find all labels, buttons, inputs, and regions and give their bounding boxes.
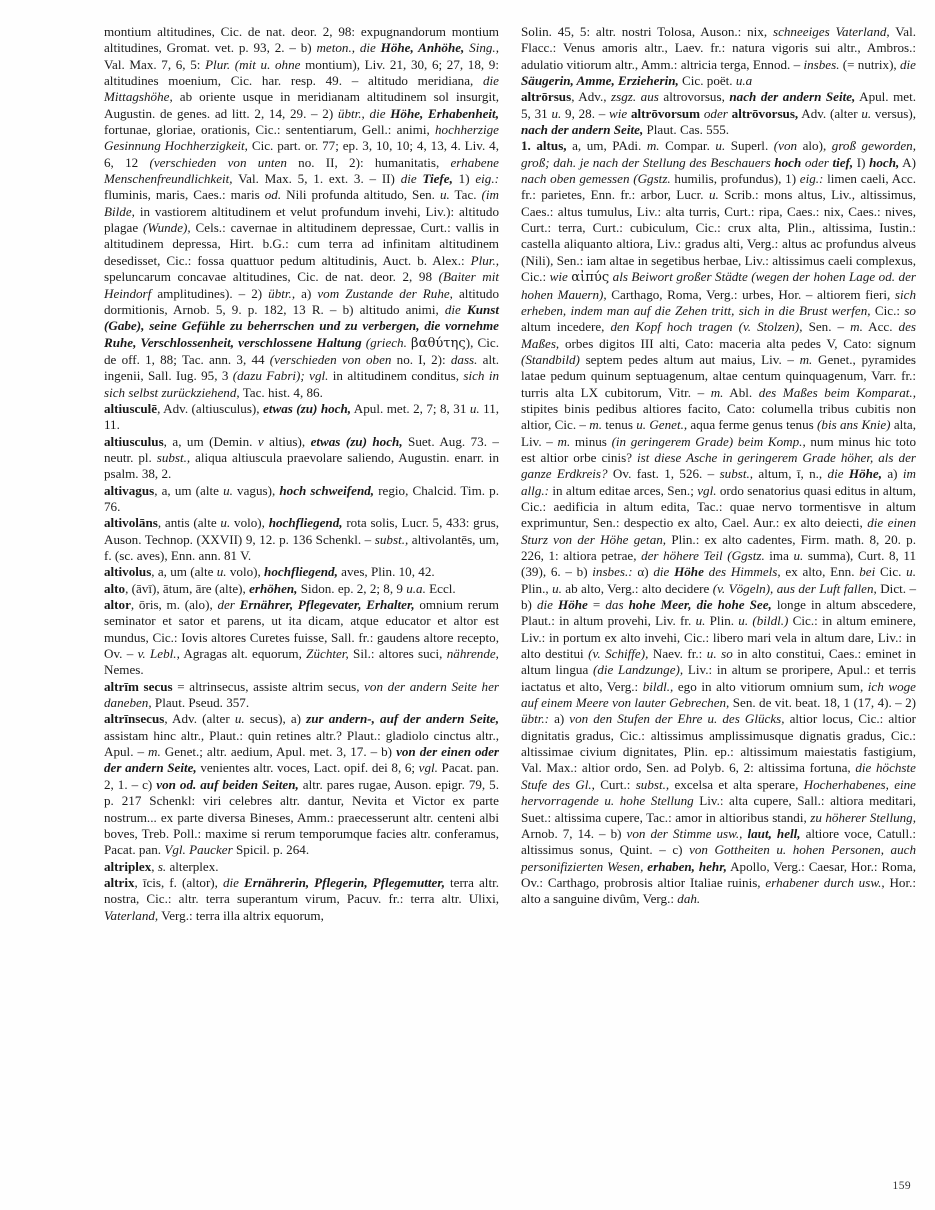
dictionary-entry: altiusculē, Adv. (altiusculus), etwas (zu) hoch, Apul. met. 2, 7; 8, 31 u. 11, 11.: [104, 400, 500, 433]
dictionary-entry: montium altitudines, Cic. de nat. deor. 2, 98: expugnandorum montium altitudines, Gromat. vet. p. 93, 2. – b) meton., die Höhe, Anhöhe, Sing., Val. Max. 7, 6, 5: Plur. (mit u. ohne montium), Liv. 21, 30, 6; 27, 18, 9: altitudines moenium, Cic. har. resp. 49. – altitudo meridiana, die Mittagshöhe, ab oriente usque in meridianam altitudinem sol insurgit, Augustin. de genes. ad litt. 2, 14, 29. – 2) übtr., die Höhe, Erhabenheit, fortunae, gloriae, orationis, Cic.: sententiarum, Gell.: animi, hochherzige Gesinnung Hochherzigkeit, Cic. part. or. 77; ep. 3, 10, 10; 4, 13, 4. Liv. 4, 6, 12 (verschieden von unten no. II, 2): humanitatis, erhabene Menschenfreundlichkeit, Val. Max. 5, 1. ext. 3. – II) die Tiefe, 1) eig.: fluminis, maris, Caes.: maris od. Nili profunda altitudo, Sen. u. Tac. (im Bilde, in vastiorem altitudinem et velut profundum invehi, Liv.): altitudo plagae (Wunde), Cels.: cavernae in altitudinem depressae, Curt.: vallis in altitudinem depressa, Hirt. b.G.: cum terra ad infinitam altitudinem desedisset, Cic.: fossa quattuor pedum altitudinis, Auct. b. Alex.: Plur., speluncarum concavae altitudines, Cic. de nat. deor. 2, 98 (Baiter mit Heindorf amplitudines). – 2) übtr., a) vom Zustande der Ruhe, altitudo dormitionis, Arnob. 5, 9. p. 182, 13 R. – b) altitudo animi, die Kunst (Gabe), seine Gefühle zu beherrschen und zu verbergen, die vornehme Ruhe, Verschlossenheit, verschlossene Haltung (griech. βαθύτης), Cic. de off. 1, 88; Tac. ann. 3, 44 (verschieden von oben no. I, 2): dass. alt. ingenii, Sall. Iug. 95, 3 (dazu Fabri); vgl. in altitudinem conditus, sich in sich selbst zurückziehend, Tac. hist. 4, 86.: [104, 24, 500, 400]
dictionary-entry: altriplex, s. alterplex.: [104, 858, 219, 874]
dictionary-entry: altrōrsus, Adv., zsgz. aus altrovorsus, nach der andern Seite, Apul. met. 5, 31 u. 9, 28. – wie altrōvorsum oder altrōvorsus, Adv. (alter u. versus), nach der andern Seite, Plaut. Cas. 555.: [521, 89, 917, 138]
left-column: [104, 24, 499, 924]
page-number: 159: [892, 1180, 911, 1192]
dictionary-entry: 1. altus, a, um, PAdi. m. Compar. u. Superl. (von alo), groß geworden, groß; dah. je nach der Stellung des Beschauers hoch oder tief, I) hoch, A) nach oben gemessen (Ggstz. humilis, profundus), 1) eig.: limen caeli, Acc. fr.: parietes, Enn. fr.: arbor, Lucr. u. Scrib.: mons altus, Liv., altissimus, Caes.: altus tumulus, Liv.: alta turris, Curt.: ripa, Caes.: nix, Caes.: nives, Curt.: terra, Curt.: cubiculum, Cic.: crux alta, Plin., altissima, Iustin.: castella aliquanto altiora, Liv.: gradus alti, Verg.: altus ac profundus alveus (Nili), Sen.: iam altae in segetibus herbae, Liv.: altissimus caeli complexus, Cic.: wie αἰπύς als Beiwort großer Städte (wegen der hohen Lage od. der hohen Mauern), Carthago, Roma, Verg.: urbes, Hor. – altiorem fieri, sich erheben, indem man auf die Zehen tritt, sich in die Brust werfen, Cic.: so altum incedere, den Kopf hoch tragen (v. Stolzen), Sen. – m. Acc. des Maßes, orbes digitos III alti, Cato: maceria alta pedes V, Cato: signum (Standbild) septem pedes altum aut maius, Liv. – m. Genet., pyramides latae pedum quinum septuagenum, altae centum quinquagenum, Varr. fr.: turris alta LX cubitorum, Vitr. – m. Abl. des Maßes beim Komparat., stipites binis pedibus altiores facito, Cato: columella tribus cubitis non altior, Cic. – m. tenus u. Genet., aqua ferme genus tenus (bis ans Knie) alta, Liv. – m. minus (in geringerem Grade) beim Komp., num minus hic toto est altior orbe cinis? ist diese Asche in geringerem Grade höher, als der ganze Erdkreis? Ov. fast. 1, 526. – subst., altum, ī, n., die Höhe, a) im allg.: in altum editae arces, Sen.; vgl. ordo senatorius quasi editus in altum, Cic.: aedificia in altum edita, Tac.: quae nervo tormentisve in altum exprimuntur, Sen.: despectio ex alto, Cael. Aur.: ex alto deiecti, die einen Sturz von der Höhe getan, Plin.: ex alto cadentes, Firm. math. 8, 20. p. 226, 1: altiora petrae, der höhere Teil (Ggstz. ima u. summa), Curt. 8, 11 (39), 6. – b) insbes.: α) die Höhe des Himmels, ex alto, Enn. bei Cic. u. Plin., u. ab alto, Verg.: alto decidere (v. Vögeln), aus der Luft fallen, Dict. – b) die Höhe = das hohe Meer, die hohe See, longe in altum abscedere, Plaut.: in altum provehi, Liv. fr. u. Plin. u. (bildl.) Cic.: in altum eminere, Liv.: in portum ex alto invehi, Cic.: libero mari vela in altum dare, Liv.: in alto destitui (v. Schiffe), Naev. fr.: u. so in alto constitui, Caes.: eminet in altum lingua (die Landzunge), Liv.: in altum se proripere, Apul.: et terris iactatus et alto, Verg.: bildl., ego in alto vitiorum omnium sum, ich woge auf einem Meere von lauter Gebrechen, Sen. de vit. beat. 18, 1 (17, 4). – 2) übtr.: a) von den Stufen der Ehre u. des Glücks, altior locus, Cic.: altior dignitatis gradus, Cic.: altissimus amplissimusque dignatis gradus, Cic.: altissimae civium dignitates, Plin. ep.: altissimum maiestatis fastigium, Val. Max.: altior ordo, Sen. ad Polyb. 6, 2: altissima fortuna, die höchste Stufe des Gl., Curt.: subst., excelsa et alta sperare, Hocherhabenes, eine hervorragende u. hohe Stellung Liv.: alta cupere, Sall.: altiora meditari, Suet.: altissima cupere, Tac.: amor in altioribus standi, zu höherer Stellung, Arnob. 7, 14. – b) von der Stimme usw., laut, hell, altiore voce, Catull.: altissimus sonus, Quint. – c) von Gottheiten u. hohen Personen, auch personifizierten Wesen, erhaben, hehr, Apollo, Verg.: Caesar, Hor.: Roma, Ov.: Carthago, probrosis altior Italiae ruinis, erhabener durch usw., Hor.: alto a sanguine divûm, Verg.: dah.: [521, 138, 917, 907]
dictionary-entry: Solin. 45, 5: altr. nostri Tolosa, Auson.: nix, schneeiges Vaterland, Val. Flacc.: Venus amoris altr., Laev. fr.: natura vigoris sui altr., Ambros.: adulatio vitiorum altr., Amm.: altricia terga, Ennod. – insbes. (= nutrix), die Säugerin, Amme, Erzieherin, Cic. poët. u.a: [521, 24, 917, 89]
dictionary-entry: altrīnsecus, Adv. (alter u. secus), a) zur andern-, auf der andern Seite, assistam hinc altr., Plaut.: quin retines altr.? Plaut.: gladiolo cinctus altr., Apul. – m. Genet.; altr. aedium, Apul. met. 3, 17. – b) von der einen oder der andern Seite, venientes altr. voces, Lact. opif. dei 8, 6; vgl. Pacat. pan. 2, 1. – c) von od. auf beiden Seiten, altr. pares rugae, Auson. epigr. 79, 5. p. 217 Schenkl: viri celebres altr. dantur, Nevita et Victor ex parte nostrum... ex parte diversa Bineses, Amm.: praecesserunt altr. centeni albi boves, Treb. Poll.: maxime si rerum temporumque facies altr. conferamus, Pacat. pan. Vgl. Paucker Spicil. p. 264.: [104, 711, 499, 858]
dictionary-entry: altrix, īcis, f. (altor), die Ernährerin, Pflegerin, Pflegemutter, terra altr. nostra, Cic.: altr. terra superantum virum, Pacuv. fr.: terra altr. Ulixi, Vaterland, Verg.: terra illa altrix equorum,: [104, 874, 499, 923]
dictionary-entry: altivolāns, antis (alte u. volo), hochfliegend, rota solis, Lucr. 5, 433: grus, Auson. Technop. (XXVII) 9, 12. p. 136 Schenkl. – subst., altivolantēs, um, f. (sc. aves), Enn. ann. 81 V.: [104, 515, 499, 563]
page-columns: [104, 24, 916, 924]
dictionary-entry: altivolus, a, um (alte u. volo), hochfliegend, aves, Plin. 10, 42.: [104, 564, 435, 580]
dictionary-entry: altivagus, a, um (alte u. vagus), hoch schweifend, regio, Chalcid. Tim. p. 76.: [104, 482, 499, 514]
right-column: [521, 24, 916, 924]
dictionary-entry: altor, ōris, m. (alo), der Ernährer, Pflegevater, Erhalter, omnium rerum seminator et sator et parens, ut ita dicam, atque educator et altor est mundus, Cic.: Iovis altores Curetes fuisse, Sall. fr.: gaudens altore recepto, Ov. – v. Lebl., Agragas alt. equorum, Züchter, Sil.: altores suci, nährende, Nemes.: [104, 597, 499, 678]
dictionary-entry: altrīm secus = altrinsecus, assiste altrim secus, von der andern Seite her daneben, Plaut. Pseud. 357.: [104, 678, 499, 711]
dictionary-entry: alto, (āvī), ātum, āre (alte), erhöhen, Sidon. ep. 2, 2; 8, 9 u.a. Eccl.: [104, 580, 456, 596]
dictionary-entry: altiusculus, a, um (Demin. v altius), etwas (zu) hoch, Suet. Aug. 73. – neutr. pl. subst., aliqua altiuscula praevolare saliendo, Augustin. enarr. in psalm. 38, 2.: [104, 433, 499, 482]
